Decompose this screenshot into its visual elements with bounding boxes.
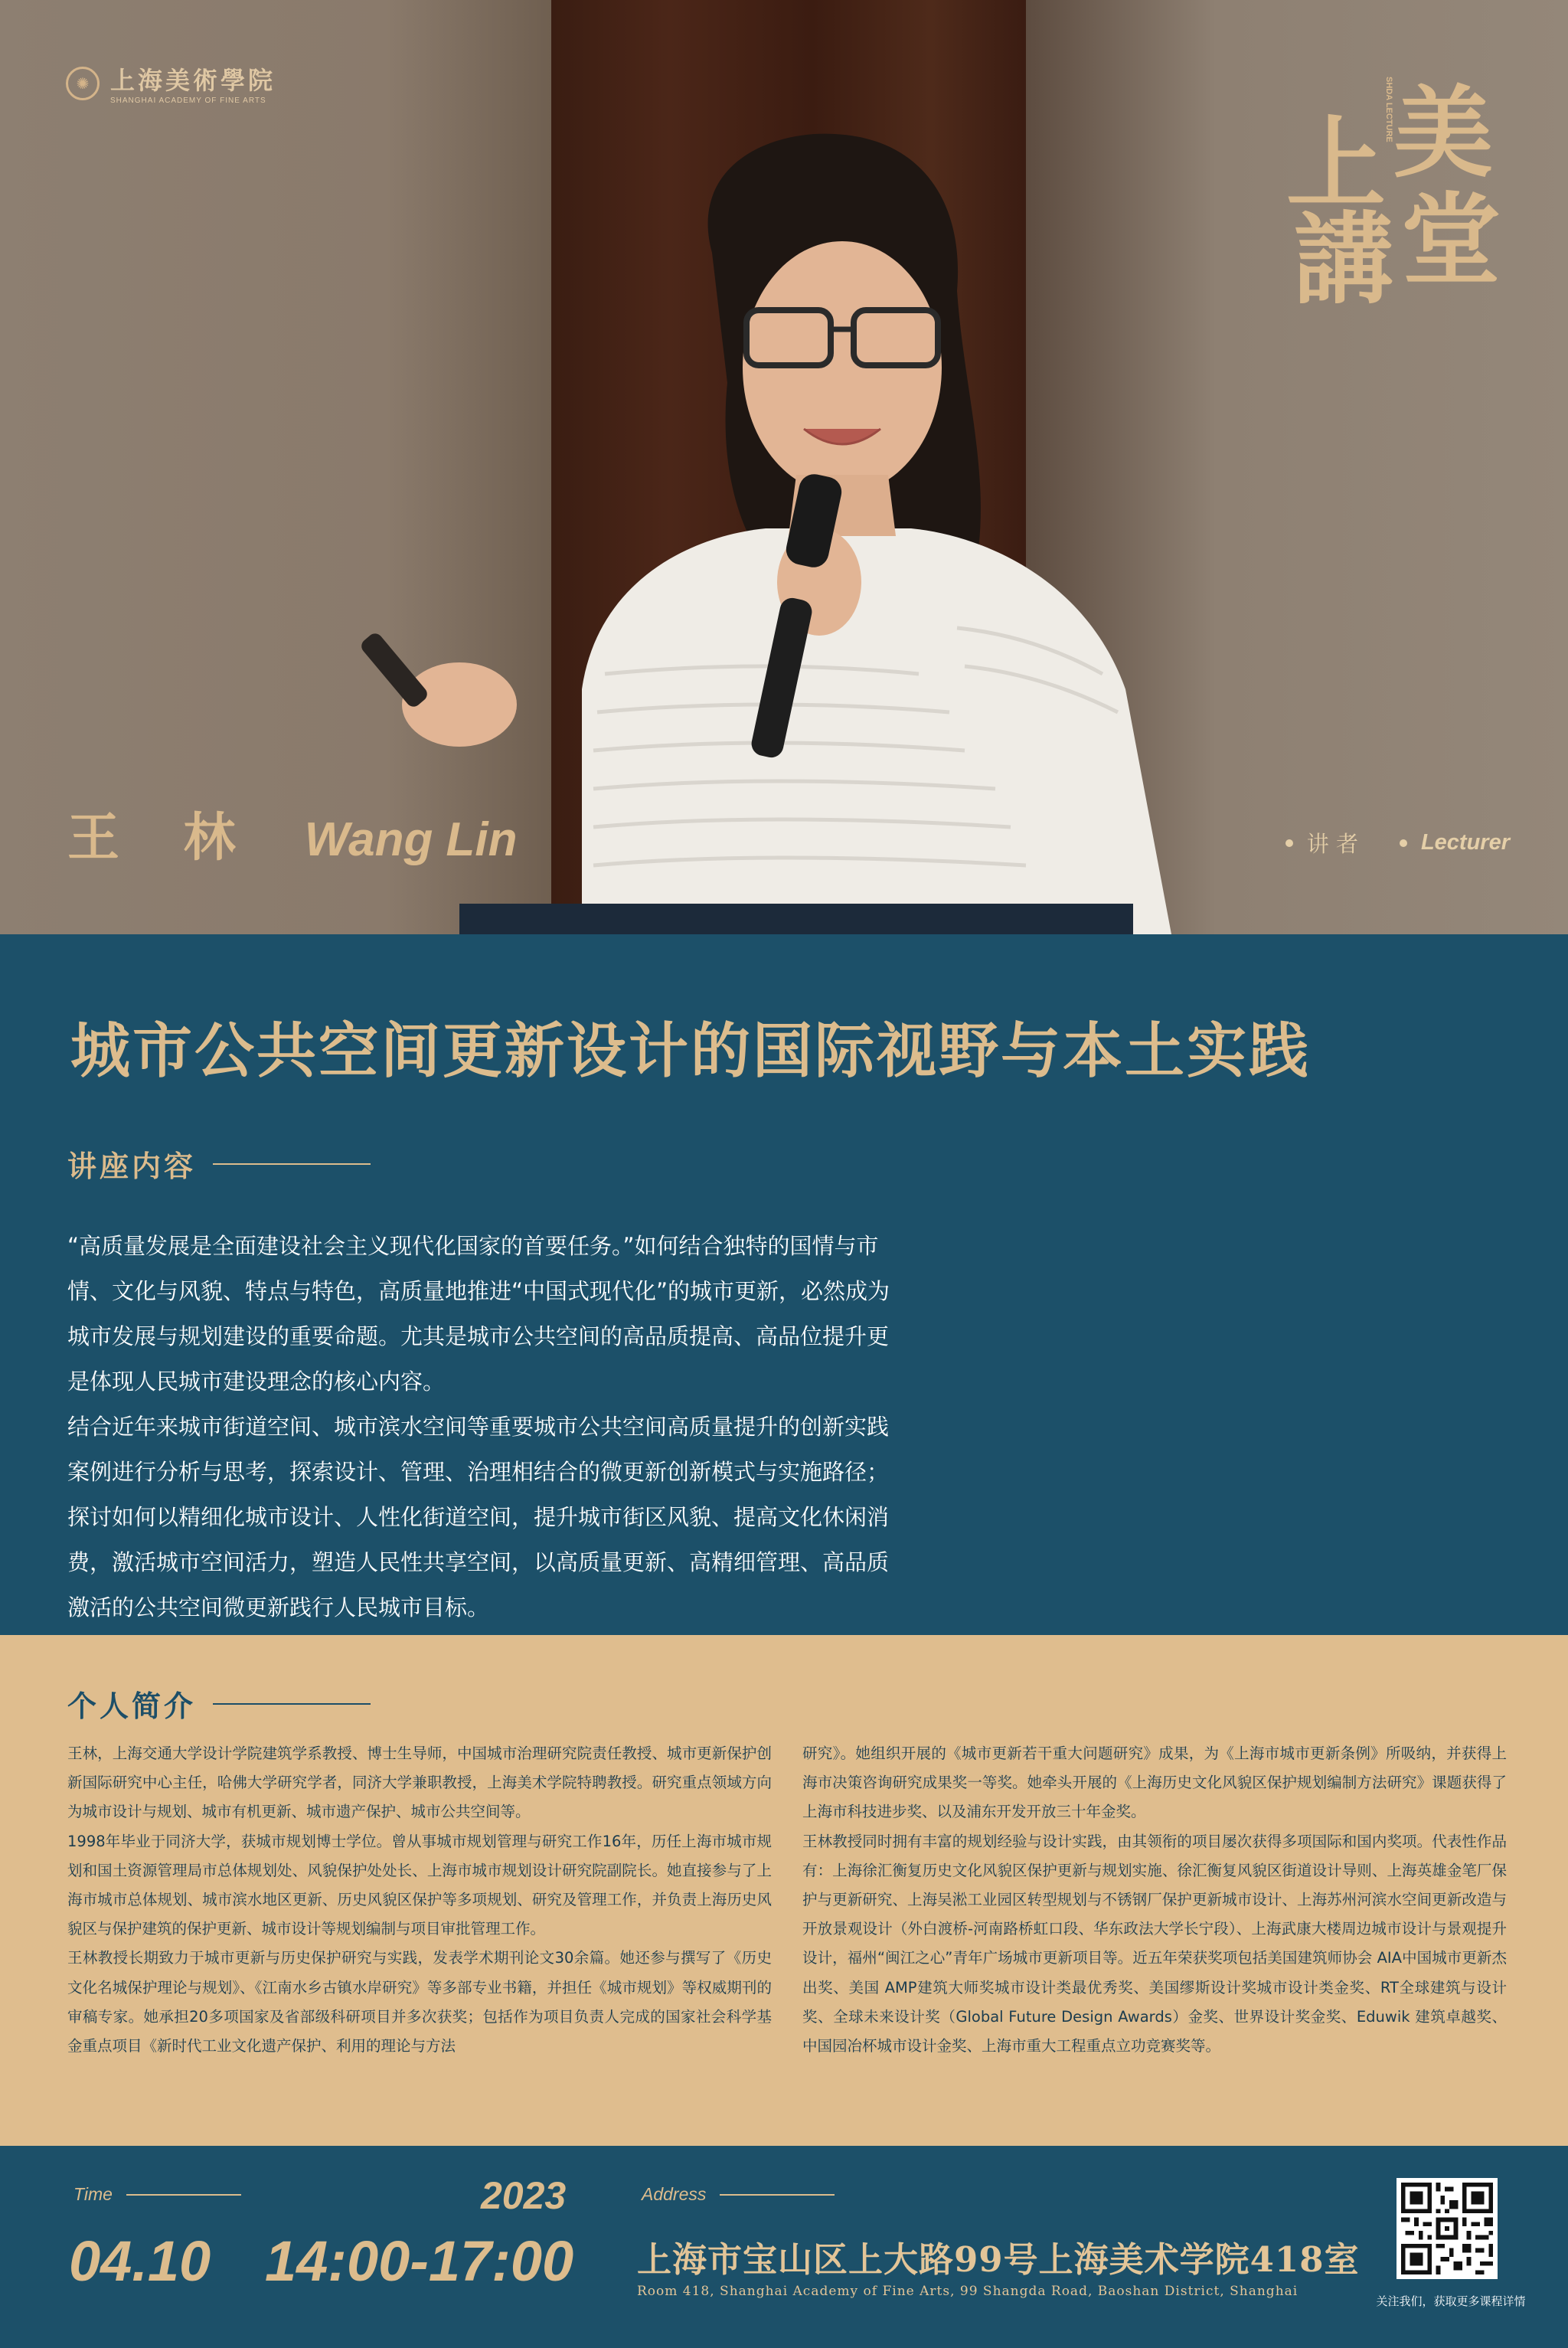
lecture-section-heading	[67, 1143, 371, 1185]
address-en: Room 418, Shanghai Academy of Fine Arts, 99 Shangda Road, Baoshan District, Shanghai	[637, 2284, 1298, 2299]
logo-en: SHANGHAI ACADEMY OF FINE ARTS	[110, 96, 266, 105]
bio-section-heading	[67, 1683, 371, 1725]
brand-char: 上	[1286, 105, 1387, 222]
address-heading	[642, 2184, 835, 2205]
role-en	[1400, 830, 1510, 855]
brand-char: 堂	[1401, 181, 1501, 299]
lecture-title: 城市公共空间更新设计的国际视野与本土实践	[70, 1016, 1312, 1086]
bio-paragraph: 1998年毕业于同济大学，获城市规划博士学位。曾从事城市规划管理与研究工作16年，历任上海市城市规划和国土资源管理局市总体规划处、风貌保护处处长、上海市城市规划设计研究院副院长。她直接参与了上海市城市总体规划、城市滨水地区更新、历史风貌区保护等多项规划、研究及管理工作，并负责上海历史风貌区与保护建筑的保护更新、城市设计等规划编制与项目审批管理工作。	[67, 1832, 772, 1938]
role-cn-label: 讲 者	[1306, 831, 1358, 857]
lecture-paragraph: 结合近年来城市街道空间、城市滨水空间等重要城市公共空间高质量提升的创新实践案例进行分析与思考，探索设计、管理、治理相结合的微更新创新模式与实施路径；探讨如何以精细化城市设计、人性化街道空间，提升城市街区风貌、提高文化休闲消费，激活城市空间活力，塑造人民性共享空间，以高质量更新、高精细管理、高品质激活的公共空间微更新践行人民城市目标。	[67, 1414, 890, 1620]
bio-paragraph: 王林，上海交通大学设计学院建筑学系教授、博士生导师，中国城市治理研究院责任教授、城市更新保护创新国际研究中心主任，哈佛大学研究学者，同济大学兼职教授，上海美术学院特聘教授。研究重点领域方向为城市设计与规划、城市有机更新、城市遗产保护、城市公共空间等。	[67, 1745, 772, 1821]
divider	[720, 2194, 835, 2196]
qr-code[interactable]	[1396, 2178, 1498, 2279]
bio-column-right	[802, 1739, 1507, 2061]
hero-photo	[0, 0, 1568, 934]
brand-char: 講	[1294, 201, 1394, 318]
qr-code-icon	[1401, 2183, 1493, 2274]
bio-paragraph: 王林教授长期致力于城市更新与历史保护研究与实践，发表学术期刊论文30余篇。她还参与撰写了《历史文化名城保护理论与规划》、《江南水乡古镇水岸研究》等多部专业书籍，并担任《城市规划》等权威期刊的审稿专家。她承担20多项国家及省部级科研项目并多次获奖；包括作为项目负责人完成的国家社会科学基金重点项目《新时代工业文化遗产保护、利用的理论与方法	[67, 1949, 772, 2055]
role-cn	[1285, 827, 1358, 858]
speaker-name	[67, 796, 518, 871]
bio-paragraph: 研究》。她组织开展的《城市更新若干重大问题研究》成果，为《上海市城市更新条例》所吸纳，并获得上海市决策咨询研究成果奖一等奖。她牵头开展的《上海历史文化风貌区保护规划编制方法研究》课题获得了上海市科技进步奖、以及浦东开发开放三十年金奖。	[802, 1745, 1507, 1821]
event-info-footer	[0, 2146, 1568, 2348]
speaker-name-cn: 王 林	[67, 807, 259, 868]
speaker-name-en: Wang Lin	[304, 813, 518, 866]
section-label: 个人简介	[67, 1689, 197, 1723]
academy-logo	[66, 61, 276, 105]
event-year: 2023	[481, 2174, 567, 2217]
divider	[213, 1163, 371, 1165]
bio-paragraph: 王林教授同时拥有丰富的规划经验与设计实践，由其领衔的项目屡次获得多项国际和国内奖项。代表性作品有：上海徐汇衡复历史文化风貌区保护更新与规划实施、徐汇衡复风貌区街道设计导则、上海英雄金笔厂保护与更新研究、上海吴淞工业园区转型规划与不锈钢厂保护更新城市设计、上海苏州河滨水空间更新改造与开放景观设计（外白渡桥-河南路桥虹口段、华东政法大学长宁段）、上海武康大楼周边城市设计与景观提升设计，福州“闽江之心”青年广场城市更新项目等。近五年荣获奖项包括美国建筑师协会 AIA中国城市更新杰出奖、美国 AMP建筑大师奖城市设计类最优秀奖、美国缪斯设计奖城市设计类金奖、RT全球建筑与设计奖、全球未来设计奖（Global Future Design Awards）金奖、世界设计奖金奖、Eduwik 建筑卓越奖、中国园冶杯城市设计金奖、上海市重大工程重点立功竞赛奖等。	[802, 1832, 1507, 2055]
divider	[126, 2194, 241, 2196]
event-date: 04.10	[69, 2229, 211, 2293]
time-heading	[74, 2184, 241, 2205]
brand-small: SHDA LECTURE	[1384, 77, 1393, 142]
seal-icon: ✺	[66, 67, 100, 100]
lecture-description	[67, 1224, 902, 1630]
lecture-section	[0, 934, 1568, 1635]
brand-char: 美	[1393, 74, 1494, 191]
qr-caption: 关注我们，获取更多课程详情	[1376, 2294, 1526, 2308]
bio-section	[0, 1635, 1568, 2146]
dot-icon	[1400, 839, 1407, 847]
time-label: Time	[74, 2184, 113, 2204]
address-label: Address	[642, 2184, 707, 2204]
speaker-role	[1285, 827, 1510, 858]
bio-column-left	[67, 1739, 772, 2061]
section-label: 讲座内容	[67, 1149, 197, 1183]
logo-cn: 上海美術學院	[110, 66, 276, 95]
dot-icon	[1285, 839, 1293, 847]
brand-mark	[1286, 54, 1516, 318]
divider	[213, 1703, 371, 1705]
role-en-label: Lecturer	[1420, 830, 1510, 855]
lecture-paragraph: “高质量发展是全面建设社会主义现代化国家的首要任务。”如何结合独特的国情与市情、文化与风貌、特点与特色，高质量地推进“中国式现代化”的城市更新，必然成为城市发展与规划建设的重要命题。尤其是城市公共空间的高品质提高、高品位提升更是体现人民城市建设理念的核心内容。	[67, 1233, 890, 1395]
address-cn: 上海市宝山区上大路99号上海美术学院418室	[637, 2239, 1360, 2280]
event-hours: 14:00-17:00	[265, 2229, 574, 2293]
